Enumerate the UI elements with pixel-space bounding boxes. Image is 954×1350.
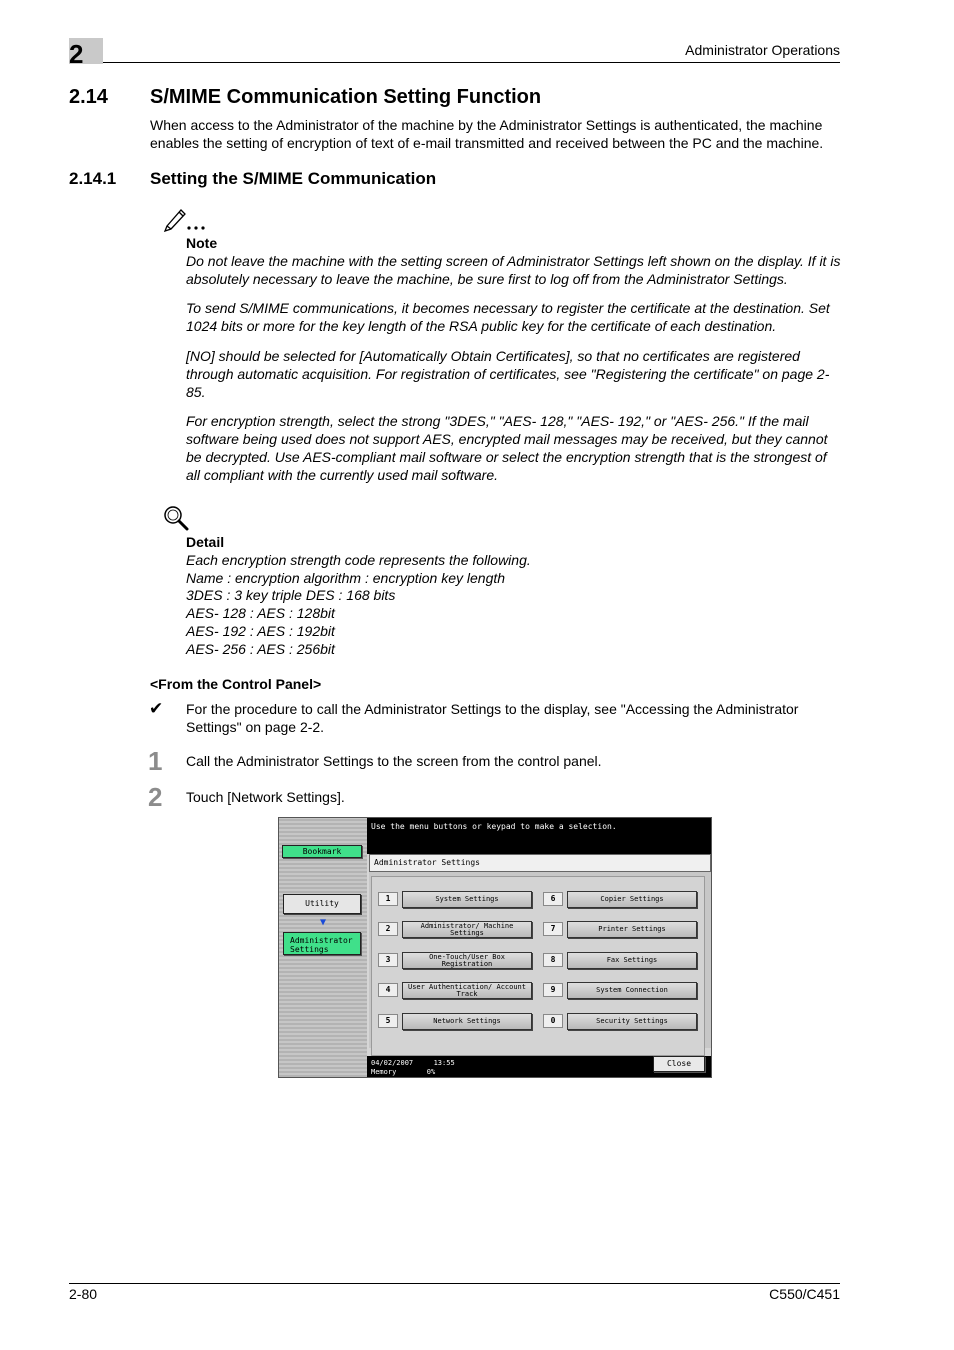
control-panel-screenshot: [278, 817, 712, 1078]
menu-number: 9: [543, 983, 563, 997]
menu-number: 7: [543, 922, 563, 936]
note-label: Note: [186, 235, 218, 251]
pencil-note-icon: [162, 204, 210, 232]
model-name: C550/C451: [769, 1286, 840, 1302]
menu-number: 1: [378, 892, 398, 906]
note-paragraph: For encryption strength, select the strong "3DES," "AES- 128," "AES- 192," or "AES- 256." If the mail software being used does not support AES, encrypted mail messages may be received, but they cannot be decrypted. Use AES-compliant mail software or select the encryption strength that is the strongest of all compliant with the currently used mail software.: [186, 413, 828, 483]
menu-number: 6: [543, 892, 563, 906]
header-rule: [103, 62, 840, 63]
section-title: S/MIME Communication Setting Function: [150, 86, 542, 108]
bookmark-button[interactable]: Bookmark: [282, 845, 362, 858]
menu-number: 2: [378, 922, 398, 936]
admin-menu-panel: [369, 872, 711, 1048]
prerequisite-text: For the procedure to call the Administrator Settings to the display, see "Accessing the Administrator Settings" on page 2-2.: [186, 701, 799, 735]
section-intro: When access to the Administrator of the machine by the Administrator Settings is authenticated, the machine enables the setting of encryption of text of e-mail transmitted and received between the PC and the machine.: [150, 117, 824, 151]
menu-button-label[interactable]: Network Settings: [402, 1013, 532, 1030]
menu-button-label[interactable]: User Authentication/ Account Track: [402, 982, 532, 999]
panel-title: Administrator Settings: [369, 854, 711, 872]
menu-button-label[interactable]: System Connection: [567, 982, 697, 999]
detail-line: Name : encryption algorithm : encryption key length: [186, 569, 506, 586]
step-number: 1: [148, 746, 163, 776]
detail-line: AES- 128 : AES : 128bit: [186, 605, 335, 622]
close-button[interactable]: Close: [653, 1056, 705, 1072]
menu-button-label[interactable]: Administrator/ Machine Settings: [402, 921, 532, 938]
footer-rule: [69, 1283, 840, 1284]
menu-button-label[interactable]: Copier Settings: [567, 891, 697, 908]
subsection-number: 2.14.1: [69, 169, 117, 188]
detail-block: [186, 534, 842, 659]
detail-line: Each encryption strength code represents the following.: [186, 551, 531, 568]
menu-number: 4: [378, 983, 398, 997]
subsection-title: Setting the S/MIME Communication: [150, 169, 437, 188]
note-paragraph: To send S/MIME communications, it becomes necessary to register the certificate at the destination. Set 1024 bits or more for the key length of the RSA public key for the certificate of each destination.: [186, 300, 830, 335]
running-title: Administrator Operations: [685, 42, 840, 58]
status-memory-value: 0%: [426, 1068, 436, 1076]
note-paragraph: Do not leave the machine with the setting screen of Administrator Settings left shown on the display. If it is absolutely necessary to leave the machine, be sure first to log off from the Administrator Settings.: [186, 252, 841, 287]
menu-button-label[interactable]: Fax Settings: [567, 952, 697, 969]
page-number: 2-80: [69, 1286, 98, 1302]
menu-number: 0: [543, 1014, 563, 1028]
utility-button[interactable]: Utility: [283, 894, 361, 914]
menu-number: 8: [543, 953, 563, 967]
detail-label: Detail: [186, 534, 225, 550]
detail-line: AES- 256 : AES : 256bit: [186, 640, 335, 657]
status-memory-label: Memory: [371, 1068, 397, 1076]
check-mark-icon: ✔: [149, 699, 164, 718]
detail-line: 3DES : 3 key triple DES : 168 bits: [186, 587, 396, 604]
note-paragraph: [NO] should be selected for [Automatically Obtain Certificates], so that no certificates are registered through automatic acquisition. For registration of certificates, see "Registering the certificate" on page 2-85.: [186, 347, 830, 400]
step-number: 2: [148, 782, 163, 812]
magnifier-detail-icon: [162, 504, 190, 532]
step-text: Call the Administrator Settings to the screen from the control panel.: [186, 753, 602, 769]
menu-number: 3: [378, 953, 398, 967]
status-time: 13:55: [433, 1059, 455, 1067]
note-block: [186, 235, 842, 497]
status-date: 04/02/2007: [371, 1059, 414, 1067]
menu-number: 5: [378, 1014, 398, 1028]
administrator-settings-button[interactable]: Administrator Settings: [283, 932, 361, 955]
arrow-down-icon: ▼: [319, 917, 327, 928]
procedure-heading: <From the Control Panel>: [150, 676, 322, 692]
section-number: 2.14: [69, 86, 108, 108]
chapter-number: 2: [69, 39, 84, 69]
detail-line: AES- 192 : AES : 192bit: [186, 622, 335, 639]
top-message-bar: Use the menu buttons or keypad to make a selection.: [367, 818, 712, 854]
step-text: Touch [Network Settings].: [186, 789, 345, 805]
menu-button-label[interactable]: Printer Settings: [567, 921, 697, 938]
menu-button-label[interactable]: Security Settings: [567, 1013, 697, 1030]
menu-button-label[interactable]: One-Touch/User Box Registration: [402, 952, 532, 969]
menu-button-label[interactable]: System Settings: [402, 891, 532, 908]
menu-area: [371, 876, 705, 1056]
